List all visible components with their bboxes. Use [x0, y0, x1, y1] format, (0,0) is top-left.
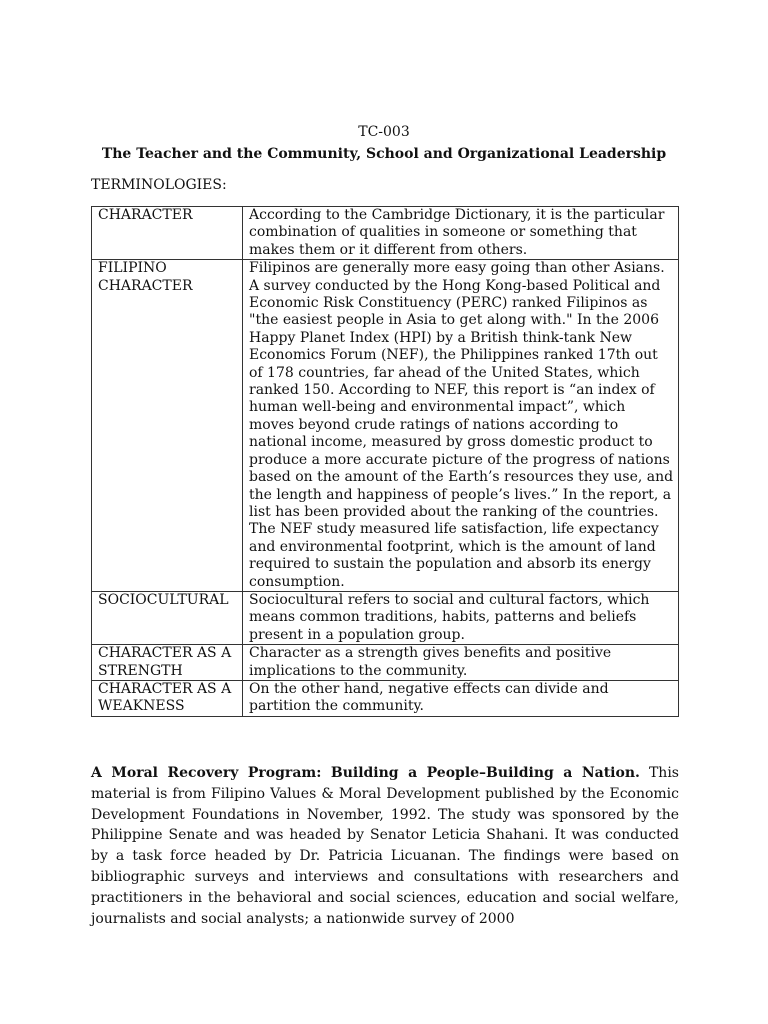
definition-cell: According to the Cambridge Dictionary, it is the particular combination of qualities in someone or something that makes them or it different from others.	[243, 207, 679, 260]
paragraph-heading: A Moral Recovery Program: Building a People–Building a Nation.	[91, 765, 640, 781]
definition-cell: Filipinos are generally more easy going than other Asians. A survey conducted by the Hong Kong-based Political and Economic Risk Constituency (PERC) ranked Filipinos as "the easiest people in Asia to get along with." In the 2006 Happy Planet Index (HPI) by a British think-tank New Economics Forum (NEF), the Philippines ranked 17th out of 178 countries, far ahead of the United States, which ranked 150. According to NEF, this report is “an index of human well-being and environmental impact”, which moves beyond crude ratings of nations according to national income, measured by gross domestic product to produce a more accurate picture of the progress of nations based on the amount of the Earth’s resources they use, and the length and happiness of people’s lives.” In the report, a list has been provided about the ranking of the countries. The NEF study measured life satisfaction, life expectancy and environmental footprint, which is the amount of land required to sustain the population and absorb its energy consumption.	[243, 260, 679, 592]
body-paragraph	[91, 763, 679, 929]
table-row	[92, 680, 679, 716]
document-code: TC-003	[358, 124, 410, 140]
term-cell: CHARACTER AS A STRENGTH	[92, 645, 243, 681]
table-row	[92, 207, 679, 260]
term-cell: CHARACTER	[92, 207, 243, 260]
term-cell: SOCIOCULTURAL	[92, 591, 243, 644]
definition-cell: Character as a strength gives benefits and positive implications to the community.	[243, 645, 679, 681]
definition-cell: Sociocultural refers to social and cultural factors, which means common traditions, habits, patterns and beliefs present in a population group.	[243, 591, 679, 644]
table-row	[92, 645, 679, 681]
section-label: TERMINOLOGIES:	[91, 177, 227, 193]
table-row	[92, 591, 679, 644]
terminology-table	[91, 206, 679, 717]
table-row	[92, 260, 679, 592]
paragraph-text: This material is from Filipino Values & Moral Development published by the Economic Development Foundations in November, 1992. The study was sponsored by the Philippine Senate and was headed by Senator Leticia Shahani. It was conducted by a task force headed by Dr. Patricia Licuanan. The findings were based on bibliographic surveys and interviews and consultations with researchers and practitioners in the behavioral and social sciences, education and social welfare, journalists and social analysts; a nationwide survey of 2000	[91, 765, 679, 927]
term-cell: FILIPINO CHARACTER	[92, 260, 243, 592]
definition-cell: On the other hand, negative effects can divide and partition the community.	[243, 680, 679, 716]
term-cell: CHARACTER AS A WEAKNESS	[92, 680, 243, 716]
document-title: The Teacher and the Community, School and Organizational Leadership	[101, 146, 667, 162]
